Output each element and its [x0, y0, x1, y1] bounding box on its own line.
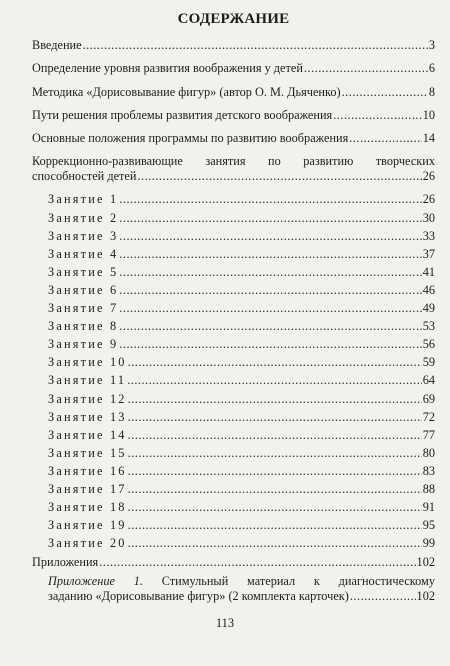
lesson-entry[interactable] [48, 516, 435, 534]
lesson-entry[interactable] [48, 263, 435, 281]
dot-leader [119, 281, 421, 299]
toc-entry-appendix-1[interactable] [32, 573, 435, 604]
toc-title: СОДЕРЖАНИЕ [177, 11, 290, 27]
lesson-entry[interactable] [48, 227, 435, 245]
lesson-entry[interactable] [48, 371, 435, 389]
lesson-label: Занятие 12 [48, 391, 127, 406]
lesson-page: 95 [422, 518, 435, 533]
lesson-page: 33 [422, 228, 435, 243]
lesson-entry[interactable] [48, 335, 435, 353]
dot-leader [128, 408, 422, 426]
lesson-label: Занятие 1 [48, 192, 119, 207]
lesson-entry[interactable] [48, 281, 435, 299]
lesson-page: 30 [422, 210, 435, 225]
appendix-1-line1 [48, 573, 435, 589]
lesson-page: 46 [422, 282, 435, 297]
lesson-entry[interactable] [48, 480, 435, 498]
lesson-label: Занятие 7 [48, 301, 119, 316]
lessons-list [32, 190, 435, 552]
lesson-label: Занятие 5 [48, 264, 119, 279]
appendix-1-prefix: Приложение 1. [48, 574, 143, 589]
lesson-label: Занятие 20 [48, 536, 127, 551]
lesson-page: 59 [422, 355, 435, 370]
lesson-label: Занятие 17 [48, 481, 127, 496]
lesson-page: 69 [422, 391, 435, 406]
toc-entry-label: Приложения [32, 555, 99, 570]
dot-leader [137, 169, 421, 184]
dot-leader [304, 61, 428, 76]
dot-leader [119, 190, 421, 208]
lesson-label: Занятие 10 [48, 355, 127, 370]
lesson-page: 80 [422, 445, 435, 460]
toc-entry-page: 6 [428, 61, 435, 76]
lesson-page: 41 [422, 264, 435, 279]
dot-leader [128, 444, 422, 462]
dot-leader [128, 480, 422, 498]
lesson-page: 99 [422, 536, 435, 551]
toc-entry-label: Определение уровня развития воображения у детей [32, 61, 303, 76]
toc-entry-label: Пути решения проблемы развития детского воображения [32, 107, 333, 122]
dot-leader [119, 335, 421, 353]
toc-entry-page: 10 [422, 107, 435, 122]
dot-leader [128, 462, 422, 480]
toc-entry[interactable] [32, 131, 435, 146]
dot-leader [119, 245, 421, 263]
lesson-entry[interactable] [48, 408, 435, 426]
lesson-label: Занятие 2 [48, 210, 119, 225]
dot-leader [349, 131, 421, 146]
lesson-page: 72 [422, 409, 435, 424]
toc-entry-label-line1: Коррекционно-развивающие занятия по развитию творческих [32, 154, 435, 169]
lesson-entry[interactable] [48, 444, 435, 462]
lesson-label: Занятие 3 [48, 228, 119, 243]
dot-leader [119, 299, 421, 317]
dot-leader [333, 108, 421, 123]
dot-leader [119, 317, 421, 335]
toc-entry-appendices[interactable] [32, 555, 435, 570]
dot-leader [119, 227, 421, 245]
dot-leader [119, 263, 421, 281]
lesson-page: 53 [422, 319, 435, 334]
toc-entry-label-line2: способностей детей [32, 169, 137, 184]
lesson-page: 83 [422, 463, 435, 478]
appendix-1-line1-text: Стимульный материал к диагностическому [161, 574, 435, 589]
toc-entry-correction[interactable] [32, 154, 435, 184]
lesson-entry[interactable] [48, 462, 435, 480]
toc-entry[interactable] [32, 85, 435, 100]
dot-leader [128, 516, 422, 534]
toc-main-list [32, 38, 435, 146]
lesson-entry[interactable] [48, 426, 435, 444]
toc-entry[interactable] [32, 38, 435, 53]
dot-leader [128, 426, 422, 444]
lesson-label: Занятие 11 [48, 373, 127, 388]
lesson-label: Занятие 9 [48, 337, 119, 352]
lesson-entry[interactable] [48, 498, 435, 516]
lesson-label: Занятие 16 [48, 463, 127, 478]
toc-entry[interactable] [32, 108, 435, 123]
lesson-page: 56 [422, 337, 435, 352]
lesson-label: Занятие 8 [48, 319, 119, 334]
appendix-1-line2-text: заданию «Дорисовывание фигур» (2 комплекта карточек) [48, 589, 349, 604]
page-number: 113 [215, 616, 235, 630]
toc-entry-page: 102 [416, 555, 435, 570]
dot-leader [128, 498, 422, 516]
lesson-entry[interactable] [48, 209, 435, 227]
dot-leader [128, 390, 422, 408]
lesson-entry[interactable] [48, 353, 435, 371]
dot-leader [119, 209, 421, 227]
lesson-entry[interactable] [48, 317, 435, 335]
dot-leader [128, 534, 422, 552]
lesson-label: Занятие 15 [48, 445, 127, 460]
dot-leader [127, 371, 422, 389]
toc-entry-page: 14 [422, 131, 435, 146]
lesson-label: Занятие 19 [48, 518, 127, 533]
lesson-label: Занятие 18 [48, 500, 127, 515]
toc-entry-page: 8 [428, 84, 435, 99]
toc-entry-label: Методика «Дорисовывание фигур» (автор О. М. Дьяченко) [32, 84, 341, 99]
lesson-page: 26 [422, 192, 435, 207]
lesson-page: 49 [422, 301, 435, 316]
appendix-1-line2 [48, 589, 435, 604]
lesson-page: 37 [422, 246, 435, 261]
lesson-page: 77 [422, 427, 435, 442]
lesson-label: Занятие 14 [48, 427, 127, 442]
lesson-entry[interactable] [48, 390, 435, 408]
dot-leader [99, 555, 415, 570]
lesson-entry[interactable] [48, 245, 435, 263]
toc-entry[interactable] [32, 61, 435, 76]
lesson-entry[interactable] [48, 190, 435, 208]
dot-leader [342, 85, 428, 100]
toc-entry-page: 26 [422, 169, 435, 184]
lesson-page: 64 [422, 373, 435, 388]
lesson-page: 88 [422, 481, 435, 496]
toc-entry-label: Введение [32, 38, 82, 52]
lesson-label: Занятие 4 [48, 246, 119, 261]
lesson-entry[interactable] [48, 299, 435, 317]
lesson-entry[interactable] [48, 534, 435, 552]
toc-entry-line2 [32, 169, 435, 184]
toc-entry-page: 102 [416, 589, 435, 604]
lesson-label: Занятие 13 [48, 409, 127, 424]
lesson-page: 91 [422, 500, 435, 515]
toc-entry-page: 3 [428, 38, 435, 52]
lesson-label: Занятие 6 [48, 282, 119, 297]
dot-leader [128, 353, 422, 371]
toc-entry-label: Основные положения программы по развитию воображения [32, 131, 349, 146]
dot-leader [350, 589, 416, 604]
dot-leader [83, 38, 428, 53]
